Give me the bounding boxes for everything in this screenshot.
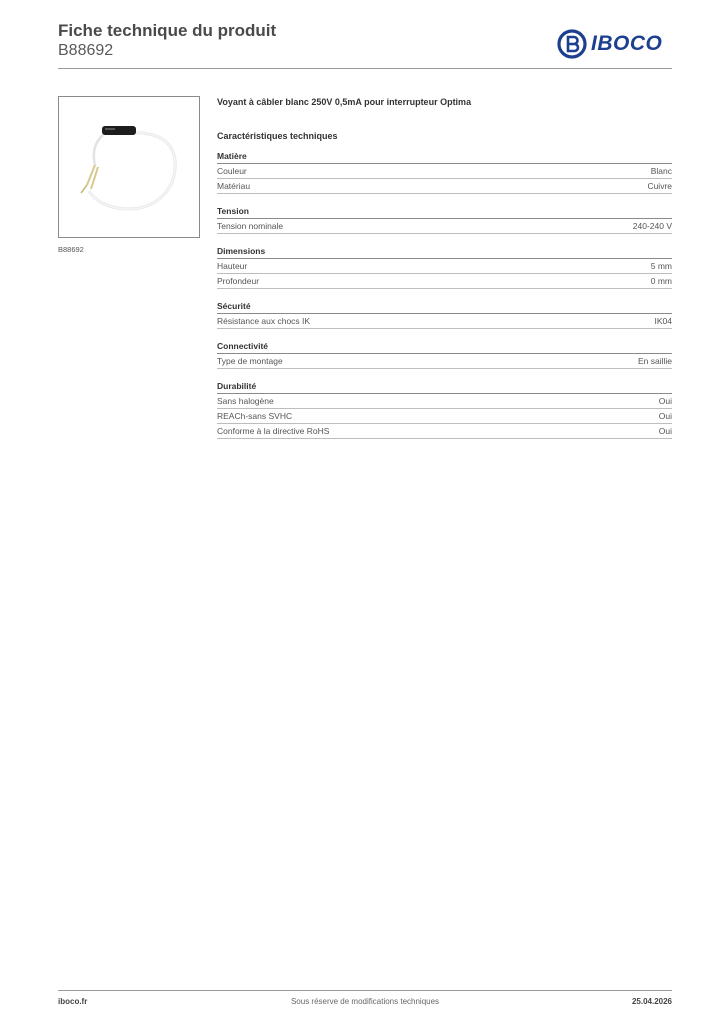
spec-label: Matériau	[217, 181, 251, 191]
spec-label: Résistance aux chocs IK	[217, 316, 311, 326]
spec-value: Oui	[658, 411, 672, 421]
group-title: Sécurité	[217, 300, 672, 314]
spec-row	[217, 179, 672, 194]
spec-label: Conforme à la directive RoHS	[217, 426, 330, 436]
logo-text: IBOCO	[591, 32, 663, 55]
product-code: B88692	[58, 42, 114, 59]
spec-value: 5 mm	[650, 261, 672, 271]
group-title: Matière	[217, 150, 672, 164]
iboco-logo-icon	[557, 29, 587, 59]
spec-groups	[217, 150, 672, 439]
spec-row	[217, 354, 672, 369]
footer-notice: Sous réserve de modifications techniques	[290, 997, 440, 1006]
group-connectivite	[217, 340, 672, 369]
spec-row	[217, 424, 672, 439]
spec-row	[217, 314, 672, 329]
spec-value: Cuivre	[647, 181, 672, 191]
spec-row	[217, 394, 672, 409]
spec-label: Sans halogène	[217, 396, 274, 406]
footer-date: 25.04.2026	[631, 997, 672, 1006]
product-name: Voyant à câbler blanc 250V 0,5mA pour interrupteur Optima	[217, 97, 472, 107]
spec-value: Blanc	[650, 166, 672, 176]
header-divider	[58, 68, 672, 69]
group-title: Dimensions	[217, 245, 672, 259]
spec-value: En saillie	[637, 356, 672, 366]
group-durabilite	[217, 380, 672, 439]
spec-label: Type de montage	[217, 356, 283, 366]
spec-row	[217, 219, 672, 234]
group-title: Connectivité	[217, 340, 672, 354]
group-matiere	[217, 150, 672, 194]
footer-divider	[58, 990, 672, 991]
spec-label: Tension nominale	[217, 221, 284, 231]
document-title: Fiche technique du produit	[58, 21, 277, 40]
spec-value: Oui	[658, 396, 672, 406]
spec-value: 240-240 V	[632, 221, 672, 231]
spec-label: Profondeur	[217, 276, 260, 286]
section-title: Caractéristiques techniques	[217, 131, 338, 141]
spec-row	[217, 164, 672, 179]
spec-label: REACh-sans SVHC	[217, 411, 293, 421]
indicator-light-product-photo-icon	[59, 97, 199, 237]
spec-row	[217, 409, 672, 424]
spec-label: Hauteur	[217, 261, 248, 271]
image-caption: B88692	[58, 245, 84, 254]
group-dimensions	[217, 245, 672, 289]
spec-value: 0 mm	[650, 276, 672, 286]
spec-content	[217, 96, 672, 450]
spec-row	[217, 259, 672, 274]
spec-label: Couleur	[217, 166, 247, 176]
spec-row	[217, 274, 672, 289]
iboco-logo	[557, 28, 662, 60]
group-title: Tension	[217, 205, 672, 219]
group-tension	[217, 205, 672, 234]
product-image	[58, 96, 200, 238]
document-header	[58, 20, 276, 61]
spec-value: IK04	[654, 316, 672, 326]
group-title: Durabilité	[217, 380, 672, 394]
spec-value: Oui	[658, 426, 672, 436]
footer-website: iboco.fr	[58, 997, 88, 1006]
group-securite	[217, 300, 672, 329]
